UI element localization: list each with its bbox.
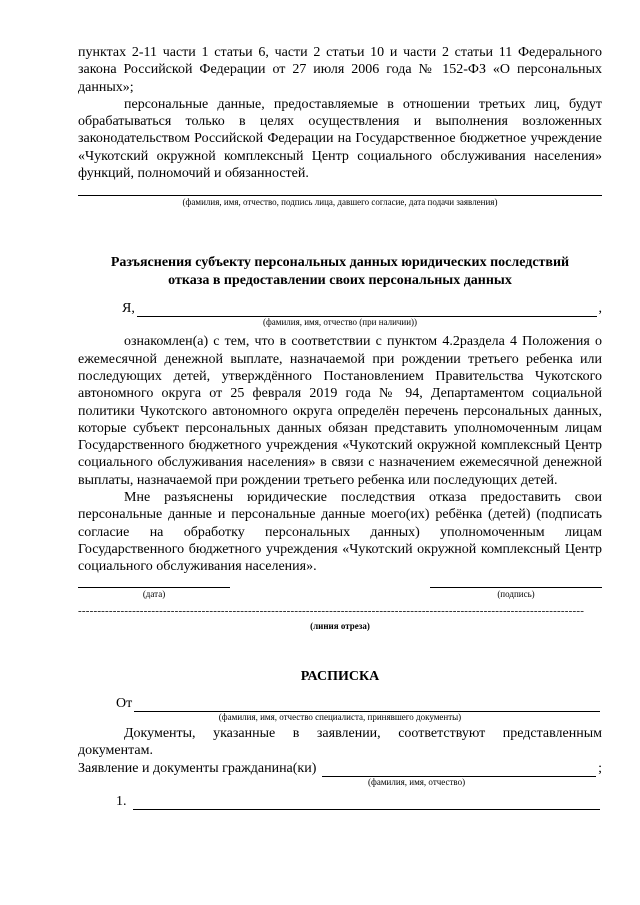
receipt-applicant-caption: (фамилия, имя, отчество) [368, 776, 466, 787]
receipt-specialist-field[interactable] [134, 698, 600, 712]
receipt-item-1-number: 1. [116, 793, 127, 809]
cut-line: ----------------------------------------------------------------------------------------------------------------------------------- [78, 604, 585, 617]
date-line[interactable] [78, 587, 230, 588]
explanation-title-line-2: отказа в предоставлении своих персональных данных [168, 272, 512, 288]
declarant-prefix: Я, [122, 301, 135, 317]
cut-line-caption: (линия отреза) [310, 620, 370, 631]
receipt-applicant-field[interactable] [322, 763, 596, 777]
declarant-suffix: , [598, 301, 602, 317]
receipt-from-row [78, 695, 602, 712]
explanation-consequences-paragraph: Мне разъяснены юридические последствия отказа предоставить свои персональные данные и персональные данные моего(их) ребёнка (детей) (подписать согласие на обработку персональных данных) уполномоченным лицам Государственного бюджетного учреждения «Чукотский окружной комплексный Центр социального обслуживания населения». [78, 490, 602, 575]
signature-line[interactable] [430, 587, 602, 588]
declarant-name-row [78, 300, 602, 317]
declarant-name-caption: (фамилия, имя, отчество (при наличии)) [262, 317, 418, 328]
consent-third-party-paragraph: персональные данные, предоставляемые в отношении третьих лиц, будут обрабатываться только в целях осуществления и выполнения возложенных законодательством Российской Федерации на Государственное бюджетное учреждение «Чукотский окружной комплексный Центр социального обслуживания населения» функций, полномочий и обязанностей. [78, 96, 602, 182]
consent-signature-line[interactable] [78, 195, 602, 196]
explanation-acknowledgement-paragraph: ознакомлен(а) с тем, что в соответствии с пунктом 4.2раздела 4 Положения о ежемесячной денежной выплате, назначаемой при рождении третьего ребенка или последующих детей, утверждённого Постановлением Правительства Чукотского автономного округа от 25 февраля 2019 года № 94, Департаментом социальной политики Чукотского автономного округа определён перечень персональных данных, которые субъект персональных данных обязан представить уполномоченным лицам Государственного бюджетного учреждения «Чукотский окружной комплексный Центр социального обслуживания населения» в связи с назначением ежемесячной денежной выплаты, назначаемой при рождении третьего ребенка или последующих детей. [78, 334, 602, 488]
receipt-item-1-field[interactable] [133, 796, 601, 810]
receipt-applicant-prefix: Заявление и документы гражданина(ки) [78, 760, 317, 776]
receipt-item-1-row [78, 793, 602, 810]
receipt-from-prefix: От [116, 696, 133, 712]
document-page [78, 44, 602, 810]
receipt-title: РАСПИСКА [300, 668, 380, 684]
receipt-applicant-row [78, 760, 602, 777]
consent-signature-caption: (фамилия, имя, отчество, подпись лица, давшего согласие, дата подачи заявления) [182, 197, 498, 208]
receipt-documents-paragraph: Документы, указанные в заявлении, соответствуют представленным документам. [78, 726, 602, 759]
signature-caption: (подпись) [497, 588, 535, 599]
date-caption: (дата) [142, 588, 166, 599]
receipt-specialist-caption: (фамилия, имя, отчество специалиста, принявшего документы) [218, 712, 462, 723]
receipt-applicant-suffix: ; [598, 760, 602, 776]
consent-legal-reference: пунктах 2-11 части 1 статьи 6, части 2 статьи 10 и части 2 статьи 11 Федерального закона Российской Федерации от 27 июля 2006 года № 152-ФЗ «О персональных данных»; [78, 45, 602, 95]
declarant-name-field[interactable] [137, 303, 597, 317]
date-signature-row [78, 587, 602, 600]
explanation-title-line-1: Разъяснения субъекту персональных данных юридических последствий [110, 255, 570, 271]
